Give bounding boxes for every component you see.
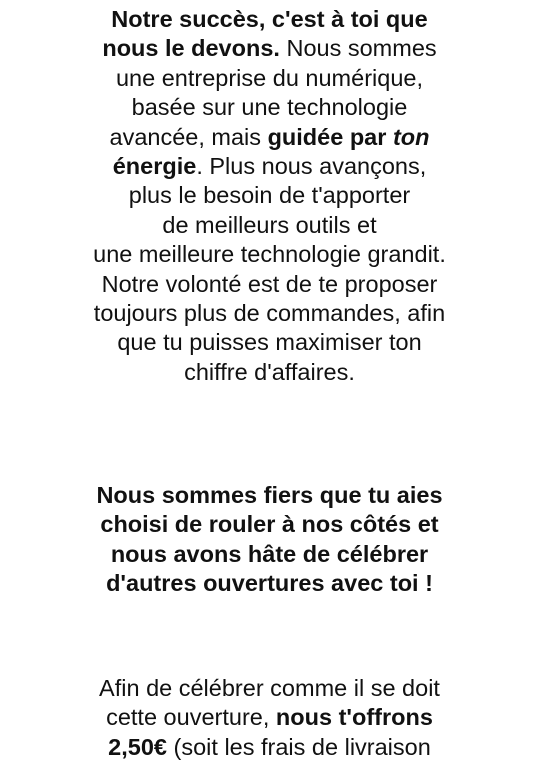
text-span: avancée, mais — [109, 123, 268, 150]
bold-text: nous t'offrons — [275, 704, 433, 731]
bold-text: nous le devons. — [102, 35, 280, 62]
text-line: Nous sommes fiers que tu aies — [96, 482, 443, 508]
text-line — [0, 152, 539, 181]
text-line: Notre volonté est de te proposer — [101, 270, 438, 297]
bold-text: guidée par — [267, 123, 393, 150]
bold-italic-text: ton — [392, 123, 430, 150]
text-line: que tu puisses maximiser ton — [117, 329, 422, 356]
text-line: d'autres ouvertures avec toi ! — [106, 570, 433, 597]
text-line: nous avons hâte de célébrer — [110, 540, 429, 567]
bold-text: énergie — [112, 153, 197, 180]
text-line: plus le besoin de t'apporter — [128, 182, 411, 209]
offer-amount: 2,50€ — [108, 733, 167, 760]
text-line: toujours plus de commandes, afin — [93, 300, 446, 327]
text-line: Notre succès, c'est à toi que — [111, 6, 428, 32]
text-span: (soit les frais de livraison — [166, 733, 431, 760]
text-line: de meilleurs outils et — [162, 211, 377, 238]
text-span: Nous sommes — [279, 35, 437, 62]
text-line: une meilleure technologie grandit. — [93, 241, 446, 268]
text-line: basée sur une technologie — [131, 94, 408, 121]
text-line: chiffre d'affaires. — [184, 358, 355, 385]
text-line: une entreprise du numérique, — [115, 64, 423, 91]
text-span: . Plus nous avançons, — [196, 153, 427, 180]
text-line: choisi de rouler à nos côtés et — [100, 511, 439, 538]
offer-paragraph — [0, 674, 539, 762]
text-line: Afin de célébrer comme il se doit — [99, 675, 440, 701]
text-line — [0, 34, 539, 63]
text-line — [0, 123, 539, 152]
success-paragraph — [0, 5, 539, 387]
text-span: cette ouverture, — [106, 704, 276, 731]
text-line — [0, 703, 539, 732]
text-line — [0, 733, 539, 762]
proud-paragraph — [0, 481, 539, 599]
